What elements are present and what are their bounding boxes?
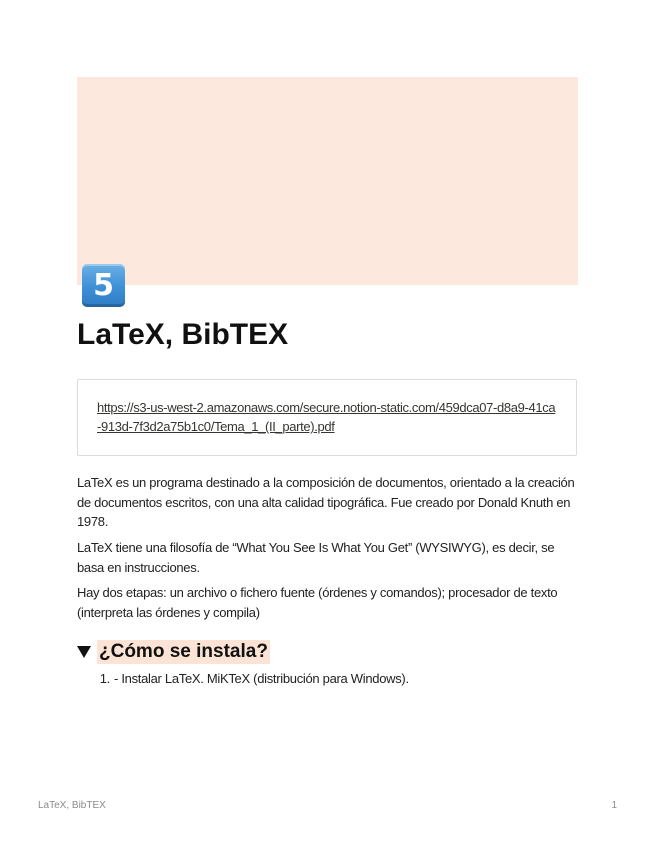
page-title: LaTeX, BibTEX [77,318,289,351]
toggle-triangle-icon[interactable] [77,646,91,658]
footer-title: LaTeX, BibTEX [38,800,106,811]
paragraph-description: LaTeX es un programa destinado a la composición de documentos, orientado a la creación de documentos escritos, con una alta calidad tipográfica. Fue creado por Donald Knuth en 1978. [77,475,575,529]
toggle-heading[interactable]: ¿Cómo se instala? [99,641,268,662]
page-cover [77,77,578,285]
paragraph-stages: Hay dos etapas: un archivo o fichero fuente (órdenes y comandos); procesador de texto (interpreta las órdenes y compila) [77,585,558,620]
list-item-number: 1. [99,671,110,686]
pdf-link[interactable]: https://s3-us-west-2.amazonaws.com/secure.notion-static.com/459dca07-d8a9-41ca-913d-7f3d2a75b1c0/Tema_1_(II_parte).pdf [97,400,556,434]
paragraph-philosophy: LaTeX tiene una filosofía de “What You See Is What You Get” (WYSIWYG), es decir, se basa en instrucciones. [77,540,555,575]
keycap-five-icon: 5 [82,264,125,307]
footer-page-number: 1 [611,800,617,811]
list-item-text: - Instalar LaTeX. MiKTeX (distribución para Windows). [114,671,409,686]
link-embed-block [77,379,577,456]
list-item [96,669,409,688]
toggle-block [77,640,270,664]
